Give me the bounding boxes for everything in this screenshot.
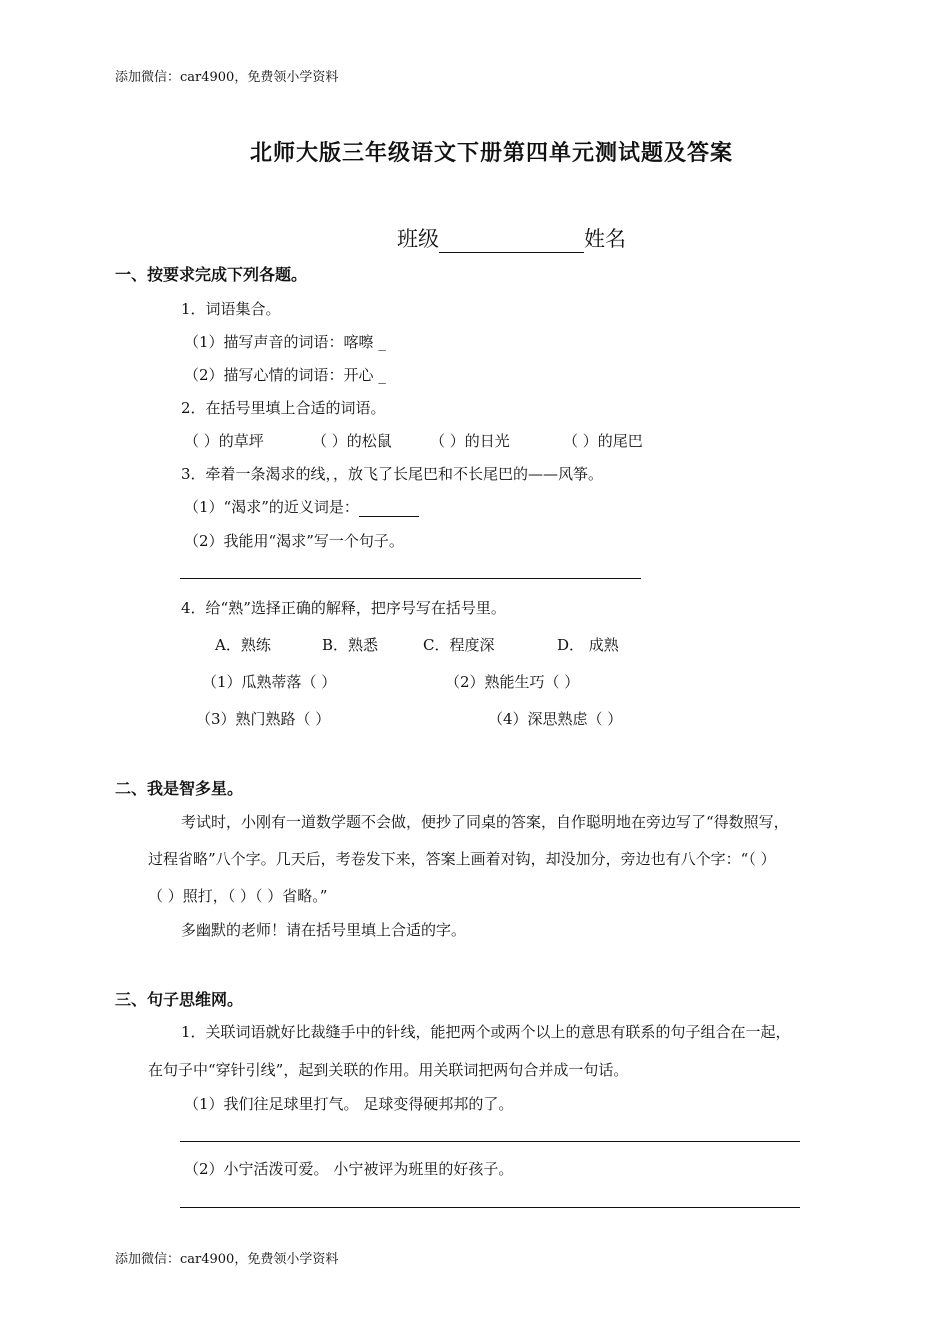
class-label: 班级	[397, 227, 439, 251]
answer-line[interactable]	[180, 578, 641, 579]
q1-1: （1）描写声音的词语：喀嚓 _	[184, 333, 386, 351]
q2: 2．在括号里填上合适的词语。	[181, 399, 386, 417]
answer-line[interactable]	[180, 1207, 800, 1208]
footer-note: 添加微信：car4900，免费领小学资料	[115, 1252, 339, 1267]
q1: 1．词语集合。	[181, 300, 281, 318]
section3-s1: （1）我们往足球里打气。 足球变得硬邦邦的了。	[184, 1095, 514, 1113]
q4-item-1: （1）瓜熟蒂落（ ）	[202, 673, 337, 691]
section3-s2: （2）小宁活泼可爱。 小宁被评为班里的好孩子。	[184, 1160, 514, 1178]
q2-item-3: （ ）的日光	[430, 432, 510, 450]
q2-item-1: （ ）的草坪	[184, 432, 264, 450]
q4-item-2: （2）熟能生巧（ ）	[445, 673, 580, 691]
q4-option-a: A．熟练	[215, 636, 271, 654]
class-name-line	[397, 223, 626, 253]
section3-p2: 在句子中“穿针引线”，起到关联的作用。用关联词把两句合并成一句话。	[148, 1061, 629, 1079]
q4: 4．给“熟”选择正确的解释，把序号写在括号里。	[181, 599, 506, 617]
q3-2: （2）我能用“渴求”写一个句子。	[184, 532, 404, 550]
q3-1-text: （1）“渴求”的近义词是：	[184, 498, 359, 516]
section1-heading: 一、按要求完成下列各题。	[115, 265, 308, 284]
q4-item-3: （3）熟门熟路（ ）	[196, 710, 331, 728]
section2-p4: 多幽默的老师！请在括号里填上合适的字。	[181, 921, 467, 939]
q4-option-b: B．熟悉	[322, 636, 379, 654]
q4-item-4: （4）深思熟虑（ ）	[488, 710, 623, 728]
name-label: 姓名	[584, 227, 626, 251]
header-note: 添加微信：car4900，免费领小学资料	[115, 70, 339, 85]
section2-p1: 考试时，小刚有一道数学题不会做，便抄了同桌的答案，自作聪明地在旁边写了“得数照写，	[181, 813, 789, 831]
q4-option-d: D． 成熟	[557, 636, 619, 654]
section2-heading: 二、我是智多星。	[115, 779, 244, 798]
section3-p1: 1．关联词语就好比裁缝手中的针线，能把两个或两个以上的意思有联系的句子组合在一起，	[181, 1023, 791, 1041]
q4-option-c: C．程度深	[423, 636, 495, 654]
q1-2: （2）描写心情的词语：开心 _	[184, 366, 386, 384]
q2-item-4: （ ）的尾巴	[563, 432, 643, 450]
answer-line[interactable]	[180, 1141, 800, 1142]
section2-p3: （ ）照打，（ ）（ ）省略。”	[148, 887, 328, 905]
q3-1	[184, 496, 419, 517]
class-blank[interactable]	[439, 232, 584, 253]
q3: 3．牵着一条渴求的线，，放飞了长尾巴和不长尾巴的——风筝。	[181, 465, 604, 483]
q2-item-2: （ ）的松鼠	[312, 432, 392, 450]
section2-p2: 过程省略”八个字。几天后，考卷发下来，答案上画着对钩，却没加分，旁边也有八个字：“（ ）	[148, 850, 776, 868]
q3-1-blank[interactable]	[359, 500, 419, 517]
section3-heading: 三、句子思维网。	[115, 990, 244, 1009]
page-title: 北师大版三年级语文下册第四单元测试题及答案	[250, 140, 734, 166]
